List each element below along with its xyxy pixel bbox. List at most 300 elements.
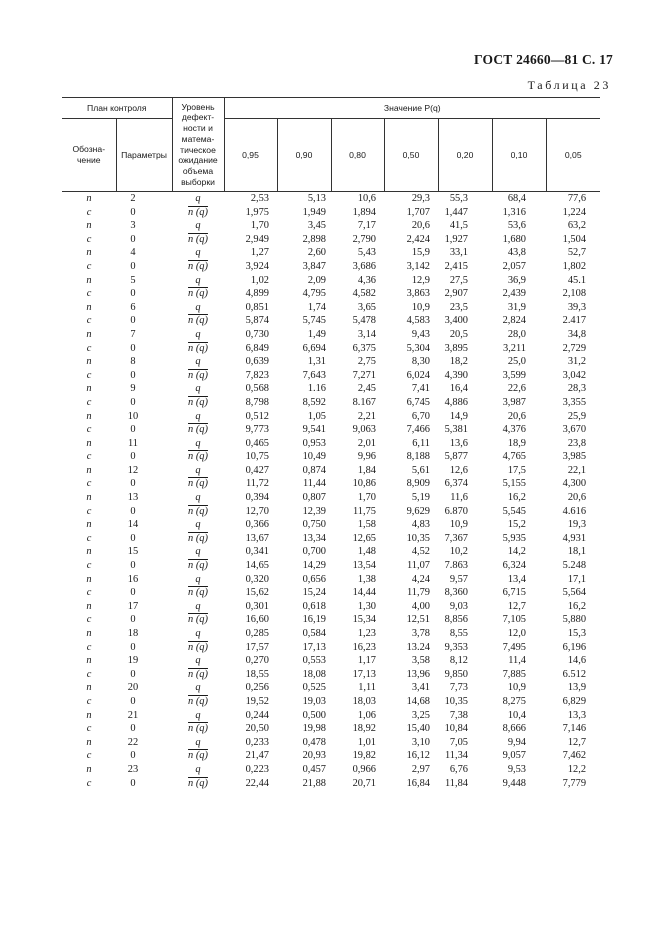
value-cell: 52,7 <box>567 247 587 259</box>
value-cell: 0,966 <box>352 763 376 775</box>
designation-cell: n <box>86 247 92 259</box>
value-cell: 20,6 <box>567 492 587 504</box>
value-cell: 9,057 <box>502 750 526 762</box>
level-cell <box>172 382 224 396</box>
value-cell: 9,53 <box>507 763 526 775</box>
value-cell: 39,3 <box>567 301 587 313</box>
table-row <box>62 287 600 301</box>
level-symbol: q <box>195 464 201 476</box>
value-cell: 12,7 <box>507 600 526 612</box>
value-cell: 12,39 <box>302 505 326 517</box>
value-cell: 2,824 <box>502 315 526 327</box>
value-cell: 7,367 <box>444 532 468 544</box>
level-symbol: n (q) <box>188 342 208 354</box>
value-cell: 0,285 <box>245 628 269 639</box>
value-cell: 1,38 <box>357 573 376 585</box>
value-cell: 0,320 <box>245 573 269 585</box>
value-cell: 1,316 <box>502 206 526 218</box>
table-row <box>62 736 600 750</box>
level-symbol: q <box>195 709 201 721</box>
value-cell: 1.16 <box>307 383 326 395</box>
value-cell: 3,65 <box>357 301 376 313</box>
value-cell: 0,256 <box>245 682 269 694</box>
value-cell: 3,400 <box>444 315 468 327</box>
table-row <box>62 763 600 777</box>
value-cell: 9,43 <box>411 328 430 340</box>
value-cell: 2,108 <box>562 288 587 300</box>
value-cell: 5,13 <box>307 193 326 204</box>
value-cell: 0,427 <box>245 464 269 476</box>
level-symbol: q <box>195 274 201 286</box>
value-cell: 11,72 <box>246 478 269 490</box>
value-cell: 0,457 <box>302 763 326 775</box>
designation-cell: c <box>86 614 92 626</box>
value-cell: 18,55 <box>245 668 269 680</box>
value-cell: 2,75 <box>357 356 376 368</box>
value-cell: 10,35 <box>444 695 468 707</box>
value-cell: 0,465 <box>245 437 269 449</box>
value-cell: 2,898 <box>302 233 326 245</box>
value-cell: 4,36 <box>357 274 376 286</box>
value-cell: 7,38 <box>449 709 468 721</box>
value-cell: 12,6 <box>449 464 468 476</box>
table-row <box>62 246 600 260</box>
value-cell: 4,00 <box>411 600 430 612</box>
value-cell: 20,93 <box>302 750 326 762</box>
parameter-cell: 10 <box>127 410 139 422</box>
parameter-cell: 0 <box>130 342 136 354</box>
value-cell: 19,52 <box>245 695 269 707</box>
designation-cell: c <box>86 369 92 381</box>
parameter-cell: 0 <box>130 668 136 680</box>
table-row <box>62 355 600 369</box>
table-row <box>62 709 600 723</box>
value-cell: 3,599 <box>502 369 526 381</box>
value-cell: 6,324 <box>502 560 526 572</box>
value-cell: 2,45 <box>357 383 376 395</box>
table-row <box>62 641 600 655</box>
value-cell: 22,44 <box>245 777 269 789</box>
value-cell: 8,360 <box>444 587 468 599</box>
value-cell: 7,05 <box>449 736 468 748</box>
value-cell: 13,54 <box>352 560 376 572</box>
level-symbol: n (q) <box>188 695 208 707</box>
value-cell: 5,564 <box>562 587 587 599</box>
value-cell: 0,953 <box>302 437 326 449</box>
level-cell <box>172 695 224 709</box>
parameter-cell: 0 <box>130 478 136 490</box>
value-cell: 2,415 <box>444 260 468 272</box>
parameter-cell: 0 <box>130 260 136 272</box>
value-cell: 7.863 <box>444 560 468 572</box>
value-cell: 18,92 <box>352 723 376 735</box>
value-cell: 5,745 <box>302 315 326 327</box>
value-cell: 41,5 <box>449 220 468 232</box>
value-cell: 1,49 <box>307 328 326 340</box>
designation-cell: c <box>86 206 92 218</box>
level-cell <box>172 328 224 342</box>
level-cell <box>172 342 224 356</box>
prob-header: 0,20 <box>438 119 492 192</box>
parameter-cell: 0 <box>130 614 136 626</box>
level-cell <box>172 464 224 478</box>
value-cell: 13,3 <box>567 709 587 721</box>
level-cell <box>172 274 224 288</box>
designation-cell: n <box>86 519 92 531</box>
value-cell: 1,11 <box>358 682 376 694</box>
level-cell <box>172 613 224 627</box>
value-cell: 5.248 <box>562 560 587 572</box>
value-cell: 9,850 <box>444 668 468 680</box>
value-cell: 19,03 <box>302 695 326 707</box>
designation-cell: n <box>86 464 92 476</box>
value-cell: 36,9 <box>507 274 526 286</box>
results-table <box>62 97 600 790</box>
parameter-cell: 0 <box>130 695 136 707</box>
level-cell <box>172 749 224 763</box>
value-cell: 1,975 <box>245 206 269 218</box>
value-cell: 20,71 <box>352 777 376 789</box>
value-cell: 6,829 <box>562 695 587 707</box>
level-cell <box>172 777 224 791</box>
value-cell: 2,09 <box>307 274 326 286</box>
table-body <box>62 192 600 791</box>
value-cell: 5,304 <box>406 342 430 354</box>
value-cell: 14,2 <box>507 546 526 558</box>
value-cell: 5,545 <box>502 505 526 517</box>
value-cell: 10,9 <box>449 519 468 531</box>
value-cell: 0,341 <box>245 546 269 558</box>
designation-cell: n <box>86 437 92 449</box>
value-cell: 17,13 <box>352 668 376 680</box>
level-symbol: n (q) <box>188 505 208 517</box>
value-cell: 7,462 <box>562 750 587 762</box>
value-cell: 3,142 <box>406 260 430 272</box>
value-cell: 10,9 <box>507 682 526 694</box>
value-cell: 12,70 <box>245 505 269 517</box>
value-cell: 1,224 <box>562 206 587 218</box>
level-symbol: n (q) <box>188 288 208 300</box>
value-cell: 0,512 <box>245 410 269 422</box>
parameters-header: Параметры <box>116 119 172 192</box>
table-row <box>62 192 600 206</box>
value-cell: 13.24 <box>406 641 430 653</box>
parameter-cell: 0 <box>130 233 136 245</box>
value-cell: 5,381 <box>444 424 468 436</box>
table-row <box>62 777 600 791</box>
table-row <box>62 410 600 424</box>
value-cell: 10,84 <box>444 723 468 735</box>
parameter-cell: 0 <box>130 587 136 599</box>
table-row <box>62 695 600 709</box>
value-cell: 4,52 <box>411 546 430 558</box>
level-symbol: n (q) <box>188 424 208 436</box>
value-cell: 18,1 <box>567 546 587 558</box>
table-row <box>62 586 600 600</box>
value-cell: 5,155 <box>502 478 526 490</box>
level-symbol: n (q) <box>188 233 208 245</box>
value-cell: 10,86 <box>352 478 376 490</box>
value-cell: 8,909 <box>406 478 430 490</box>
prob-header: 0,50 <box>384 119 438 192</box>
value-cell: 9,03 <box>449 600 468 612</box>
value-cell: 2,439 <box>502 288 526 300</box>
value-cell: 1,06 <box>357 709 376 721</box>
level-cell <box>172 477 224 491</box>
value-cell: 3,924 <box>245 260 269 272</box>
value-cell: 2.417 <box>562 315 587 327</box>
value-cell: 4,24 <box>411 573 430 585</box>
value-cell: 31,2 <box>567 356 587 368</box>
value-cell: 5,874 <box>245 315 269 327</box>
value-cell: 12,9 <box>411 274 430 286</box>
value-cell: 9,448 <box>502 777 526 789</box>
value-cell: 0,730 <box>245 328 269 340</box>
value-cell: 9,96 <box>357 451 376 463</box>
value-cell: 0,244 <box>245 709 269 721</box>
value-cell: 17,1 <box>567 573 587 585</box>
value-cell: 11,84 <box>445 777 468 789</box>
designation-cell: c <box>86 396 92 408</box>
value-cell: 9,94 <box>507 736 526 748</box>
level-cell <box>172 410 224 424</box>
value-cell: 25,9 <box>567 410 587 422</box>
value-cell: 11,6 <box>450 492 468 504</box>
table-row <box>62 518 600 532</box>
value-cell: 0,618 <box>302 600 326 612</box>
value-cell: 6,70 <box>411 410 430 422</box>
value-cell: 7,466 <box>406 424 430 436</box>
value-cell: 1,01 <box>357 736 376 748</box>
level-symbol: n (q) <box>188 560 208 572</box>
value-cell: 3,10 <box>411 736 430 748</box>
value-cell: 8,592 <box>302 396 326 408</box>
designation-cell: n <box>86 763 92 775</box>
value-cell: 2,729 <box>562 342 587 354</box>
level-symbol: q <box>195 328 201 340</box>
value-cell: 5,880 <box>562 614 587 626</box>
level-cell <box>172 314 224 328</box>
value-cell: 4,795 <box>302 288 326 300</box>
value-cell: 5,935 <box>502 532 526 544</box>
designation-cell: c <box>86 560 92 572</box>
parameter-cell: 15 <box>127 546 139 558</box>
parameter-cell: 23 <box>127 763 139 775</box>
value-cell: 25,0 <box>507 356 526 368</box>
value-cell: 22,6 <box>507 383 526 395</box>
level-symbol: n (q) <box>188 614 208 626</box>
value-cell: 8,12 <box>449 655 468 667</box>
value-cell: 10,2 <box>449 546 468 558</box>
designation-cell: n <box>86 274 92 286</box>
value-cell: 0,394 <box>245 492 269 504</box>
value-cell: 12,65 <box>352 532 376 544</box>
parameter-cell: 0 <box>130 288 136 300</box>
value-cell: 1,58 <box>357 519 376 531</box>
level-cell <box>172 246 224 260</box>
table-row <box>62 219 600 233</box>
value-cell: 19,82 <box>352 750 376 762</box>
designation-cell: c <box>86 505 92 517</box>
level-symbol: n (q) <box>188 396 208 408</box>
level-cell <box>172 600 224 614</box>
level-cell <box>172 491 224 505</box>
value-cell: 8,856 <box>444 614 468 626</box>
value-cell: 20,50 <box>245 723 269 735</box>
value-cell: 3,987 <box>502 396 526 408</box>
value-cell: 9,629 <box>406 505 430 517</box>
level-cell <box>172 709 224 723</box>
designation-cell: n <box>86 193 92 204</box>
value-cell: 10,35 <box>406 532 430 544</box>
value-cell: 6,76 <box>449 763 468 775</box>
table-row <box>62 464 600 478</box>
table-row <box>62 532 600 546</box>
value-cell: 3,670 <box>562 424 587 436</box>
table-row <box>62 396 600 410</box>
value-cell: 4,931 <box>562 532 587 544</box>
level-symbol: q <box>195 383 201 395</box>
parameter-cell: 0 <box>130 206 136 218</box>
value-cell: 12,2 <box>567 763 587 775</box>
value-cell: 1,05 <box>307 410 326 422</box>
value-cell: 4,300 <box>562 478 587 490</box>
value-cell: 0,851 <box>245 301 269 313</box>
value-cell: 0,301 <box>245 600 269 612</box>
value-cell: 9,541 <box>302 424 326 436</box>
designation-cell: c <box>86 587 92 599</box>
table-row <box>62 301 600 315</box>
value-cell: 20,6 <box>507 410 526 422</box>
level-symbol: q <box>195 763 201 775</box>
table-row <box>62 491 600 505</box>
table-row <box>62 722 600 736</box>
value-cell: 18,08 <box>302 668 326 680</box>
designation-cell: n <box>86 709 92 721</box>
value-cell: 13,4 <box>507 573 526 585</box>
level-header: Уровень дефект-ности и матема-тическое ожидание объема выборки <box>172 98 224 192</box>
value-cell: 0,568 <box>245 383 269 395</box>
value-cell: 8,798 <box>245 396 269 408</box>
value-cell: 1,927 <box>444 233 468 245</box>
parameter-cell: 21 <box>127 709 139 721</box>
value-cell: 0,807 <box>302 492 326 504</box>
value-cell: 15,62 <box>245 587 269 599</box>
table-row <box>62 668 600 682</box>
value-cell: 13,9 <box>567 682 587 694</box>
table-row <box>62 342 600 356</box>
table-row <box>62 545 600 559</box>
designation-cell: c <box>86 451 92 463</box>
value-cell: 17,5 <box>507 464 526 476</box>
value-cell: 11,34 <box>445 750 468 762</box>
value-cell: 11,07 <box>407 560 430 572</box>
value-cell: 8.167 <box>352 396 376 408</box>
value-cell: 14,65 <box>245 560 269 572</box>
value-cell: 7,41 <box>411 383 430 395</box>
level-symbol: n (q) <box>188 723 208 735</box>
plan-header: План контроля <box>62 98 172 119</box>
value-cell: 6.512 <box>562 668 587 680</box>
value-cell: 1,70 <box>250 220 269 232</box>
designation-cell: n <box>86 736 92 748</box>
parameter-cell: 7 <box>130 328 136 340</box>
value-cell: 4,83 <box>411 519 430 531</box>
value-cell: 15,3 <box>567 628 587 639</box>
value-cell: 4.616 <box>562 505 587 517</box>
value-cell: 4,582 <box>352 288 376 300</box>
value-cell: 6,11 <box>412 437 430 449</box>
value-cell: 1,27 <box>250 247 269 259</box>
value-cell: 0,478 <box>302 736 326 748</box>
designation-cell: n <box>86 410 92 422</box>
value-cell: 8,30 <box>411 356 430 368</box>
value-cell: 2,53 <box>250 193 269 204</box>
value-cell: 20,5 <box>449 328 468 340</box>
value-cell: 3,355 <box>562 396 587 408</box>
level-cell <box>172 641 224 655</box>
level-cell <box>172 369 224 383</box>
value-cell: 19,3 <box>567 519 587 531</box>
value-cell: 8,55 <box>449 628 468 639</box>
value-cell: 12,51 <box>406 614 430 626</box>
value-cell: 31,9 <box>507 301 526 313</box>
value-cell: 2,907 <box>444 288 468 300</box>
value-cell: 3,211 <box>503 342 526 354</box>
value-cell: 15,34 <box>352 614 376 626</box>
table-row <box>62 477 600 491</box>
value-cell: 68,4 <box>507 193 526 204</box>
table-row <box>62 314 600 328</box>
level-cell <box>172 287 224 301</box>
value-cell: 1,84 <box>357 464 376 476</box>
parameter-cell: 0 <box>130 750 136 762</box>
level-cell <box>172 654 224 668</box>
value-cell: 3,895 <box>444 342 468 354</box>
designation-cell: n <box>86 328 92 340</box>
level-cell <box>172 233 224 247</box>
parameter-cell: 0 <box>130 369 136 381</box>
level-cell <box>172 206 224 220</box>
value-cell: 0,750 <box>302 519 326 531</box>
level-cell <box>172 219 224 233</box>
value-cell: 5,43 <box>357 247 376 259</box>
value-cell: 3,45 <box>307 220 326 232</box>
value-cell: 1,447 <box>444 206 468 218</box>
value-cell: 77,6 <box>567 193 587 204</box>
level-symbol: q <box>195 682 201 694</box>
table-row <box>62 749 600 763</box>
value-cell: 11,79 <box>407 587 430 599</box>
designation-cell: n <box>86 573 92 585</box>
value-cell: 3,686 <box>352 260 376 272</box>
parameter-cell: 0 <box>130 396 136 408</box>
parameter-cell: 22 <box>127 736 139 748</box>
table-row <box>62 681 600 695</box>
table-row <box>62 233 600 247</box>
level-cell <box>172 763 224 777</box>
level-symbol: n (q) <box>188 668 208 680</box>
table-row <box>62 505 600 519</box>
value-cell: 0,656 <box>302 573 326 585</box>
value-cell: 5,478 <box>352 315 376 327</box>
table-row <box>62 654 600 668</box>
value-cell: 2,01 <box>357 437 376 449</box>
value-group-header <box>224 98 600 119</box>
level-symbol: n (q) <box>188 641 208 653</box>
value-cell: 4,765 <box>502 451 526 463</box>
value-cell: 0,700 <box>302 546 326 558</box>
